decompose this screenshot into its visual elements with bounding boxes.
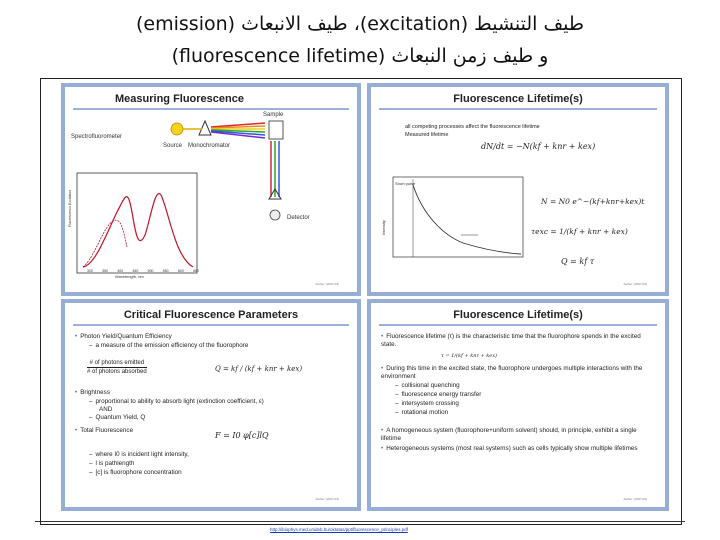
source-link[interactable]: http://ibiophys.med.unideb.hu/oktatas/ppt/fluorescence_principles.pdf <box>270 527 408 532</box>
ratio-denominator: # of photons absorbed <box>87 369 147 375</box>
x-tick-label: 450 <box>132 269 139 273</box>
slide-footer: Author: (2007-03) <box>315 497 339 501</box>
slide-heading: Critical Fluorescence Parameters <box>123 309 299 321</box>
spectrofluorometer-label: Spectrofluorometer <box>71 134 123 140</box>
slide-critical-parameters <box>61 299 361 511</box>
lifetime-equation: τexc = 1/(kf + knr + kex) <box>531 227 628 236</box>
lifetime-formula: τ = 1/(kf + knr + kex) <box>441 353 497 359</box>
prism-icon <box>199 121 211 135</box>
ratio-numerator: # of photons emitted <box>87 359 147 368</box>
cuvette-icon <box>269 121 283 139</box>
sub-bullet-quenching: – collisional quenching <box>387 382 460 390</box>
sub-bullet-concentration: – [c] is fluorophore concentration <box>81 469 182 477</box>
slide-heading: Fluorescence Lifetime(s) <box>453 93 583 105</box>
sub-bullet-intensity: – where I0 is incident light intensity, <box>81 451 189 459</box>
sub-bullet-rotational: – rotational motion <box>387 409 448 417</box>
bullet-lifetime-definition: • Fluorescence lifetime (τ) is the characteristic time that the fluorophore spends in the excited state. <box>381 333 651 349</box>
monochromator-label: Monochromator <box>188 143 231 149</box>
bullet-excited-state: • During this time in the excited state, the fluorophore undergoes multiple interactions with the environment <box>381 365 651 381</box>
bullet-total-fluorescence: • Total Fluorescence <box>75 427 133 435</box>
heading-rule <box>379 324 657 326</box>
slide-heading: Fluorescence Lifetime(s) <box>453 309 583 321</box>
slide-fluorescence-lifetime-1 <box>367 83 669 296</box>
x-tick-label: 300 <box>87 269 93 273</box>
page-title-line-2: و طيف زمن النبعاث (fluorescence lifetime) <box>171 45 549 67</box>
sub-bullet-pathlength: – l is pathlength <box>81 460 134 468</box>
x-tick-label: 500 <box>147 269 154 273</box>
x-tick-label: 550 <box>162 269 169 273</box>
x-tick-label: 650 <box>193 269 199 273</box>
bottom-rule <box>35 521 685 522</box>
short-pulse-label: Short pulse <box>395 181 416 186</box>
sub-bullet-intersystem: – intersystem crossing <box>387 400 459 408</box>
sub-bullet-quantum-yield: – Quantum Yield, Q <box>81 414 145 422</box>
total-fluorescence-formula: F = I0 φ[c]lQ <box>215 431 269 440</box>
photon-ratio <box>87 359 147 376</box>
slide-footer: Author: (2007-03) <box>623 282 647 286</box>
slide-heading: Measuring Fluorescence <box>115 93 244 105</box>
heading-rule <box>73 324 349 326</box>
sample-label: Sample <box>263 112 284 118</box>
decay-plot <box>383 175 533 265</box>
slide-footer: Author: (2007-03) <box>315 282 339 286</box>
y-axis-label: Intensity <box>381 220 386 235</box>
slides-frame <box>40 78 682 525</box>
rate-equation: dN/dt = −N(kf + knr + kex) <box>481 142 596 151</box>
lifetime-text-1: all competing processes affect the fluorescence lifetime <box>405 124 540 130</box>
slide-footer: Author: (2007-03) <box>623 497 647 501</box>
x-axis-ticks <box>87 269 199 273</box>
lamp-icon <box>171 123 183 135</box>
and-text: AND <box>99 406 113 413</box>
slide-measuring-fluorescence <box>61 83 361 296</box>
x-tick-label: 600 <box>177 269 184 273</box>
bullet-photon-yield: • Photon Yield/Quantum Efficiency <box>75 333 172 341</box>
source-label: Source <box>163 143 183 149</box>
rainbow-beam-icon <box>211 123 265 138</box>
slide-fluorescence-lifetime-2 <box>367 299 669 511</box>
bullet-brightness: • Brightness <box>75 389 110 397</box>
x-tick-label: 350 <box>102 269 108 273</box>
bullet-heterogeneous: • Heterogeneous systems (most real systems) such as cells typically show multiple lifetimes <box>381 445 651 453</box>
spectrum-plot <box>77 173 197 273</box>
heading-rule <box>379 108 657 110</box>
page-title-line-1: طيف التنشيط (excitation)، طيف الانبعاث (emission) <box>136 13 584 35</box>
lifetime-text-2: Measured lifetime <box>405 132 449 138</box>
sub-bullet-absorb: – proportional to ability to absorb light (extinction coefficient, ε) <box>81 398 264 406</box>
y-axis-label: Fluorescence Excitation <box>68 189 72 227</box>
quantum-yield-formula: Q = kf / (kf + knr + kex) <box>215 365 303 373</box>
detector-icon <box>270 210 280 220</box>
detector-label: Detector <box>287 215 310 221</box>
sub-bullet-emission-efficiency: – a measure of the emission efficiency of the fluorophore <box>81 342 248 350</box>
x-tick-label: 400 <box>117 269 124 273</box>
sub-bullet-energy-transfer: – fluorescence energy transfer <box>387 391 481 399</box>
population-equation: N = N0 e^−(kf+knr+kex)t <box>541 197 645 206</box>
bullet-homogeneous: • A homogeneous system (fluorophore+uniform solvent) should, in principle, exhibit a single lifetime <box>381 427 651 443</box>
heading-rule <box>73 108 349 110</box>
quantum-yield-equation: Q = kf τ <box>561 257 595 266</box>
x-axis-label: Wavelength, nm <box>115 274 144 279</box>
